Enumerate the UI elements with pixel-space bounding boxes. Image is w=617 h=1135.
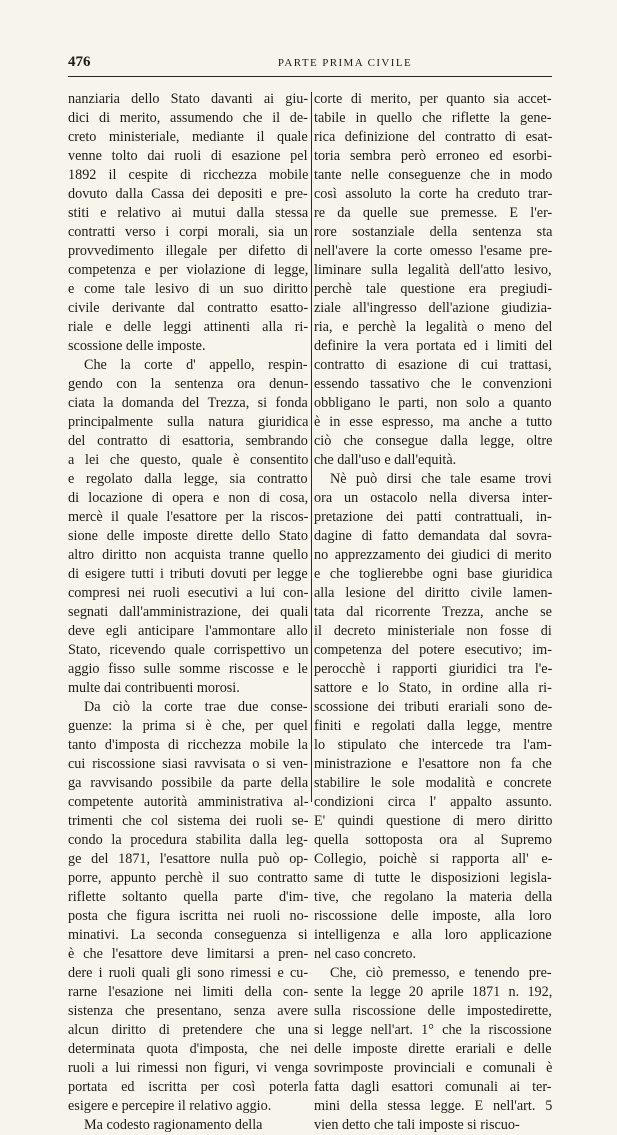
text-line: alla lesione del diritto civile lamen- — [314, 585, 553, 601]
text-line: competente autorità amministrativa al- — [68, 794, 309, 810]
text-line: delle imposte dirette erariali e delle — [314, 1041, 552, 1057]
text-line: porre, appunto perchè il suo contratto — [68, 870, 308, 886]
text-line: nel caso concreto. — [314, 946, 417, 962]
text-line: che dall'uso e dall'equità. — [314, 452, 457, 468]
text-line: si legge nell'art. 1° che la riscossione — [314, 1022, 552, 1038]
text-line: stiti e relativo ai mutui dalla stessa — [68, 205, 309, 221]
text-line: segnati dall'amministrazione, dei quali — [68, 604, 309, 620]
text-line: sione delle imposte dirette dello Stato — [68, 528, 308, 544]
text-line: gendo con la sentenza ora denun- — [68, 376, 309, 392]
text-line: E' quindi questione di mero diritto — [314, 813, 553, 829]
right-column — [314, 90, 553, 1133]
text-line: di locazione di opera e non di cosa, — [68, 490, 309, 506]
text-line: Che, ciò premesso, e tenendo pre- — [330, 965, 552, 981]
text-line: principalmente sulla natura giuridica — [68, 414, 309, 430]
text-line: portata ed iscritta per così poterla — [68, 1079, 309, 1095]
text-line: ziale all'ingresso dell'azione giudizia- — [314, 300, 552, 316]
column-separator — [311, 92, 312, 802]
text-line: Ma codesto ragionamento della — [84, 1117, 263, 1133]
text-line: ministrazione e l'esattore non fa che — [314, 756, 552, 772]
text-line: 1892 il cespite di ricchezza mobile — [68, 167, 309, 183]
text-line: ria, e perchè la legalità o meno del — [314, 319, 553, 335]
text-line: ruoli a lui rimessi non figuri, vi venga — [68, 1060, 309, 1076]
text-line: scossione delle imposte. — [68, 338, 206, 354]
text-line: posta che figura iscritta nei ruoli no- — [68, 908, 309, 924]
text-line: altro diritto non acquista tranne quello — [68, 547, 309, 563]
text-line: quella sottoposta ora al Supremo — [314, 832, 552, 848]
text-line: obbligano le parti, non solo a quanto — [314, 395, 552, 411]
text-line: minativi. La seconda conseguenza si — [68, 927, 308, 943]
text-line: venne tolto dai ruoli di esazione pel — [68, 148, 308, 164]
page-header — [68, 54, 552, 74]
text-line: determinata quota d'imposta, che nei — [68, 1041, 308, 1057]
text-line: mini della stessa legge. E nell'art. 5 — [314, 1098, 553, 1114]
text-line: ciata la domanda del Trezza, si fonda — [68, 395, 308, 411]
text-line: ciò che consegue dalla legge, oltre — [314, 433, 553, 449]
left-column — [68, 90, 309, 1133]
text-line: tata dal ricorrente Trezza, anche se — [314, 604, 552, 620]
text-line: definire la vera portata ed i limiti del — [314, 338, 553, 354]
text-line: è che l'esattore deve limitarsi a pren- — [68, 946, 309, 962]
text-line: tante nelle conseguenze che in modo — [314, 167, 553, 183]
text-line: essendo tassativo che le convenzioni — [314, 376, 553, 392]
text-line: dere i ruoli quali gli sono rimessi e cu- — [68, 965, 309, 981]
text-line: ga ravvisando possibile da parte della — [68, 775, 309, 791]
text-line: liminare sulla legalità dell'atto lesivo, — [314, 262, 552, 278]
text-line: riale e delle leggi attinenti alla ri- — [68, 319, 309, 335]
text-line: no apprezzamento dei giudici di merito — [314, 547, 552, 563]
text-line: è in esse espresso, ma anche a tutto — [314, 414, 553, 430]
text-line: tabile in quello che riflette la gene- — [314, 110, 552, 126]
text-line: competenza del potere esecutivo; im- — [314, 642, 552, 658]
text-line: e che toglierebbe ogni base giuridica — [314, 566, 553, 582]
text-line: perchè tale questione era pregiudi- — [314, 281, 553, 297]
text-line: provvedimento illegale per difetto di — [68, 243, 309, 259]
text-line: esigere e percepire il relativo aggio. — [68, 1098, 272, 1114]
text-line: guenze: la prima si è che, per quel — [68, 718, 308, 734]
text-line: rica definizione del contratto di esat- — [314, 129, 553, 145]
text-line: Da ciò la corte trae due conse- — [84, 699, 308, 715]
text-line: condo la procedura stabilita dalla leg- — [68, 832, 308, 848]
text-line: rarne l'esazione nei limiti della con- — [68, 984, 309, 1000]
text-line: trimenti che col sistema dei ruoli se- — [68, 813, 309, 829]
text-line: corte di merito, per quanto sia accet- — [314, 91, 552, 107]
text-line: il decreto ministeriale non fosse di — [314, 623, 552, 639]
text-line: intelligenza e alla loro applicazione — [314, 927, 552, 943]
text-line: tanto d'imposta di ricchezza mobile la — [68, 737, 308, 753]
page-number: 476 — [68, 54, 91, 70]
text-line: lo stipulato che intercede tra l'am- — [314, 737, 552, 753]
text-line: rore sostanziale della sentenza sta — [314, 224, 553, 240]
text-line: Che la corte d' appello, respin- — [84, 357, 308, 373]
text-line: di esigere tutti i tributi dovuti per legge — [68, 566, 308, 582]
text-line: creto ministeriale, mediante il quale — [68, 129, 308, 145]
text-line: toria sembra però erroneo ed esorbi- — [314, 148, 553, 164]
text-line: same di tutte le disposizioni legisla- — [314, 870, 552, 886]
text-line: civile derivante dal contratto esatto- — [68, 300, 309, 316]
text-line: competenza e per violazione di legge, — [68, 262, 309, 278]
text-line: nanziaria dello Stato davanti ai giu- — [68, 91, 309, 107]
text-line: finiti e regolati dalla legge, mentre — [314, 718, 553, 734]
text-line: ge del 1871, l'esattore nulla può op- — [68, 851, 309, 867]
text-line: Nè può dirsi che tale esame trovi — [330, 471, 552, 487]
text-line: perocchè i rapporti giuridici tra l'e- — [314, 661, 553, 677]
text-line: vien detto che tali imposte si riscuo- — [314, 1117, 520, 1133]
text-line: riflette soltanto quella parte d'im- — [68, 889, 309, 905]
running-title: PARTE PRIMA CIVILE — [277, 57, 413, 69]
text-line: riscossione delle imposte, alla loro — [314, 908, 552, 924]
text-line: aggio fisso sulle somme riscosse e le — [68, 661, 308, 677]
text-line: sattore e lo Stato, in ordine alla ri- — [314, 680, 552, 696]
text-line: multe dai contribuenti morosi. — [68, 680, 240, 696]
text-line: dici di merito, assumendo che il de- — [68, 110, 308, 126]
text-line: dovuto dalla Cassa dei depositi e pre- — [68, 186, 308, 202]
text-line: del contratto di esattoria, sembrando — [68, 433, 308, 449]
text-line: deve egli anticipare l'ammontare allo — [68, 623, 308, 639]
text-line: contratto di esazione di cui trattasi, — [314, 357, 552, 373]
text-line: dagine di fatto demandata dal sovra- — [314, 528, 552, 544]
text-line: mercè il quale l'esattore per la riscos- — [68, 509, 309, 525]
text-line: contratti verso i corpi morali, sia un — [68, 224, 308, 240]
text-line: compresi nei ruoli esecutivi a lui con- — [68, 585, 309, 601]
text-line: re da quelle sue premesse. E l'er- — [314, 205, 553, 221]
text-line: sistenza che presentano, senza avere — [68, 1003, 309, 1019]
text-line: cui riscossione siasi ravvisata o si ven- — [68, 756, 308, 772]
text-line: condizioni circa l' appalto assunto. — [314, 794, 552, 810]
text-line: pretazione dei patti contrattuali, in- — [314, 509, 552, 525]
text-line: fatta dagli esattori comunali ai ter- — [314, 1079, 552, 1095]
text-line: e regolato dalla legge, sia contratto — [68, 471, 308, 487]
text-line: nell'avere la corte omesso l'esame pre- — [314, 243, 553, 259]
text-line: sulla riscossione delle impostedirette, — [314, 1003, 552, 1019]
text-line: così assoluto la corte ha creduto trar- — [314, 186, 553, 202]
text-line: Stato, ricevendo quale corrispettivo un — [68, 642, 309, 658]
text-line: ora un ostacolo nella diversa inter- — [314, 490, 553, 506]
text-line: scossione dei tributi erariali sono de- — [314, 699, 553, 715]
text-line: tive, che regolano la materia della — [314, 889, 553, 905]
text-line: sente la legge 20 aprile 1871 n. 192, — [314, 984, 553, 1000]
text-line: e come tale lesivo di un suo diritto — [68, 281, 308, 297]
text-line: sovrimposte provinciali e comunali è — [314, 1060, 553, 1076]
text-line: Collegio, poichè si rapporta all' e- — [314, 851, 553, 867]
text-line: alcun diritto di pretendere che una — [68, 1022, 309, 1038]
text-line: stabilire le sole modalità e concrete — [314, 775, 552, 791]
header-rule — [68, 76, 552, 77]
text-line: a lei che questo, quale è consentito — [68, 452, 309, 468]
